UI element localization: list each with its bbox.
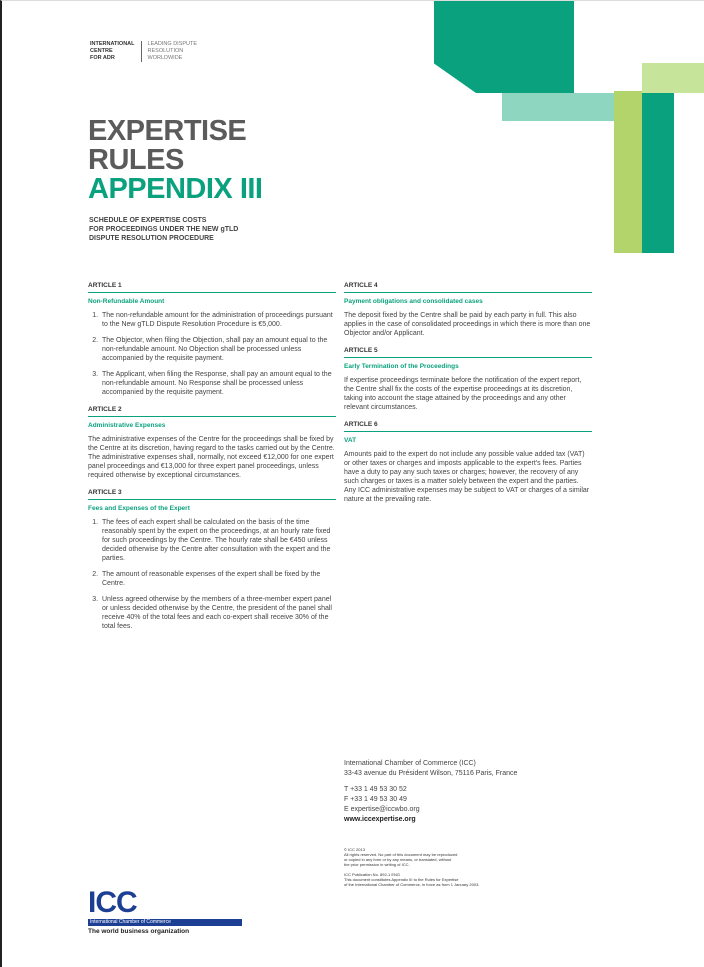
article-1	[88, 281, 336, 397]
contact-block	[344, 759, 604, 825]
right-column	[344, 281, 592, 512]
article-subheading: VAT	[344, 437, 357, 444]
icc-logo	[88, 886, 248, 935]
article-3	[88, 488, 336, 631]
article-4	[344, 281, 592, 338]
article-list	[88, 311, 336, 397]
article-text: Amounts paid to the expert do not include any possible value added tax (VAT) or other taxes or charges and imposts applicable to the expert's fees. Parties have a duty to pay any such taxes or charges; however, the recovery of any such charges or taxes is a matter solely between the expert and the parties. Any ICC administrative expenses may be subject to VAT or charges of a similar nature at the prevailing rate.	[344, 451, 590, 503]
title-line-appendix: APPENDIX III	[88, 173, 263, 205]
document-title	[88, 117, 263, 204]
article-text: The deposit fixed by the Centre shall be paid by each party in full. This also applies in the case of consolidated proceedings in which there is more than one Objector and/or Applicant.	[344, 312, 591, 337]
header-ribbon-lime-vertical	[614, 91, 642, 253]
article-heading: ARTICLE 4	[344, 281, 592, 293]
icc-logo-bar: International Chamber of Commerce	[88, 919, 242, 926]
header-ribbon-green	[434, 1, 574, 93]
article-heading: ARTICLE 2	[88, 405, 336, 417]
article-heading: ARTICLE 1	[88, 281, 336, 293]
icc-logo-tagline: The world business organization	[88, 928, 190, 935]
org-divider	[141, 41, 142, 62]
article-heading: ARTICLE 6	[344, 420, 592, 432]
contact-fax: F +33 1 49 53 30 49	[344, 796, 407, 803]
contact-org: International Chamber of Commerce (ICC)	[344, 760, 476, 767]
list-item: 2. The amount of reasonable expenses of the expert shall be fixed by the Centre.	[100, 570, 336, 588]
list-item: 3. Unless agreed otherwise by the members of a three-member expert panel or unless decided otherwise by the Centre, the president of the panel shall receive 40% of the total fees and each co-expert shall receive 30% of the total fees.	[100, 595, 336, 631]
fine-print: © ICC 2013 All rights reserved. No part of this document may be reproduced or copied in any form or by any means, or translated, without the prior permission in writing of ICC. ICC Publication No. 892-1 ENG This document constitutes Appendix III to the Rules for Expertise of the International Chamber of Commerce, in force as from 1 January 2003.	[344, 847, 480, 887]
contact-email[interactable]: E expertise@iccwbo.org	[344, 806, 420, 813]
article-5	[344, 346, 592, 412]
organization-header	[90, 41, 197, 62]
title-line-expertise: EXPERTISE	[88, 115, 247, 147]
article-2	[88, 405, 336, 480]
article-subheading: Fees and Expenses of the Expert	[88, 505, 190, 512]
header-ribbon-green-vertical	[642, 93, 674, 253]
list-item: 1. The non-refundable amount for the administration of proceedings pursuant to the New gTLD Dispute Resolution Procedure is €5,000.	[100, 311, 336, 329]
contact-address: 33-43 avenue du Président Wilson, 75116 Paris, France	[344, 770, 518, 777]
contact-website-link[interactable]: www.iccexpertise.org	[344, 816, 416, 823]
title-line-rules: RULES	[88, 144, 184, 176]
article-subheading: Payment obligations and consolidated cases	[344, 298, 483, 305]
article-6	[344, 420, 592, 504]
article-text: If expertise proceedings terminate before the notification of the expert report, the Centre shall fix the costs of the expertise proceedings at its discretion, taking into account the stage attained by the proceedings and any other relevant circumstances.	[344, 377, 582, 411]
article-subheading: Early Termination of the Proceedings	[344, 363, 459, 370]
document-subtitle: SCHEDULE OF EXPERTISE COSTS FOR PROCEEDINGS UNDER THE NEW gTLD DISPUTE RESOLUTION PROCEDURE	[89, 217, 239, 242]
org-name: INTERNATIONAL CENTRE FOR ADR	[90, 41, 135, 61]
article-heading: ARTICLE 3	[88, 488, 336, 500]
list-item: 3. The Applicant, when filing the Response, shall pay an amount equal to the non-refundable amount. No Response shall be processed unless accompanied by the requisite payment.	[100, 370, 336, 397]
list-item: 2. The Objector, when filing the Objection, shall pay an amount equal to the non-refundable amount. No Objection shall be processed unless accompanied by the requisite payment.	[100, 336, 336, 363]
article-subheading: Administrative Expenses	[88, 422, 166, 429]
header-ribbon-lime-top	[642, 63, 704, 93]
article-subheading: Non-Refundable Amount	[88, 298, 165, 305]
contact-phone: T +33 1 49 53 30 52	[344, 786, 407, 793]
left-column	[88, 281, 336, 639]
org-tagline: LEADING DISPUTE RESOLUTION WORLDWIDE	[147, 41, 198, 61]
article-text: The administrative expenses of the Centre for the proceedings shall be fixed by the Centre at its discretion, having regard to the tasks carried out by the Centre. The administrative expenses shall, normally, not exceed €12,000 for one expert panel proceedings and €13,000 for three expert panel proceedings, unless required otherwise by exceptional circumstances.	[88, 436, 335, 479]
article-heading: ARTICLE 5	[344, 346, 592, 358]
icc-logo-mark: ICC	[88, 886, 137, 919]
list-item: 1. The fees of each expert shall be calculated on the basis of the time reasonably spent by the expert on the proceedings, at an hourly rate fixed for such proceedings by the Centre. The hourly rate shall be €450 unless decided otherwise by the Centre after consultation with the expert and the parties.	[100, 518, 336, 563]
article-list	[88, 518, 336, 631]
